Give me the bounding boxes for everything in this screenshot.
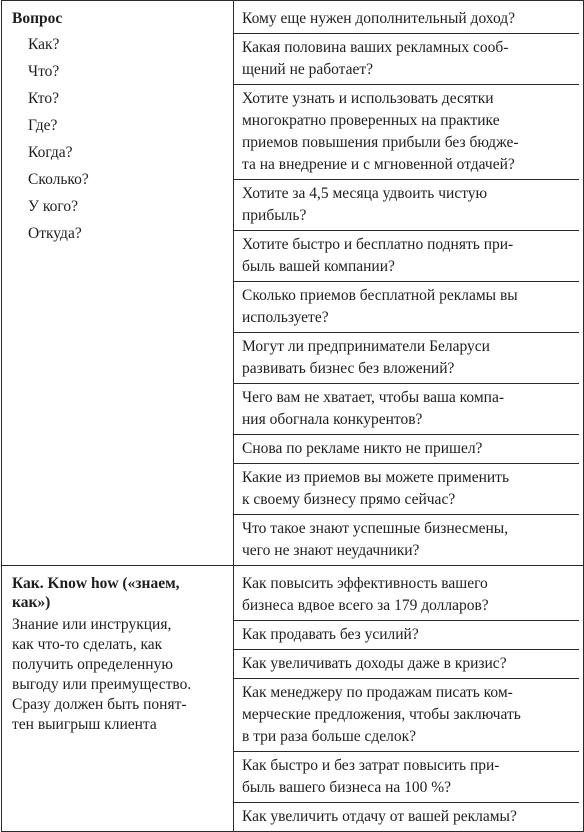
example-text-line: чего не знают неудачники? [242,542,420,559]
description-line: тен выигрыш клиента [12,716,157,733]
how-example [234,752,579,803]
description-line: Знание или инструкция, [12,616,172,633]
example-text-line: Хотите быстро и бесплатно поднять при- [242,236,514,253]
how-type-cell [2,566,234,832]
example-text-line: используете? [242,309,329,326]
example-text-line: быль вашего бизнеса на 100 %? [242,779,452,796]
example-text-line: многократно проверенных на практике [242,112,500,129]
question-example [234,231,579,282]
question-example [234,435,579,464]
how-description [12,615,224,735]
question-type-cell [2,1,234,566]
question-example [234,180,579,231]
question-example [234,464,579,515]
example-text-line: мерческие предложения, чтобы заключать [242,706,521,723]
example-text-line: Как увеличивать доходы даже в кризис? [242,655,507,672]
headline-types-table [1,0,584,832]
question-word: Что? [28,63,60,80]
example-text-line: Чего вам не хватает, чтобы ваша компа- [242,389,505,406]
description-line: получить определенную [12,656,173,673]
question-example [234,85,579,180]
example-text-line: приемов повышения прибыли без бюдже- [242,134,519,151]
example-text-line: Сколько приемов бесплатной рекламы вы [242,287,518,304]
how-heading [12,574,224,612]
question-word: У кого? [28,198,78,215]
question-example [234,333,579,384]
question-example [234,282,579,333]
how-examples-cell [234,566,584,832]
question-word: Как? [28,36,60,53]
description-line: выгоду или преимущество. [12,676,192,693]
question-example [234,34,579,85]
example-text-line: Снова по рекламе никто не пришел? [242,440,483,457]
description-line: Сразу должен быть понят- [12,696,187,713]
how-heading-line: как») [12,594,51,611]
how-examples-list [234,570,579,831]
question-heading: Вопрос [12,10,63,27]
example-text-line: бизнеса вдвое всего за 179 долларов? [242,597,489,614]
example-text-line: Как быстро и без затрат повысить при- [242,757,500,774]
question-word: Когда? [28,144,73,161]
question-examples-cell [234,1,584,566]
example-text-line: Хотите за 4,5 месяца удвоить чистую [242,185,488,202]
how-heading-line: Как. Know how («знаем, [12,575,180,592]
table-row-question [2,1,584,566]
example-text-line: та на внедрение и с мгновенной отдачей? [242,156,515,173]
how-example [234,570,579,621]
question-example [234,515,579,565]
example-text-line: к своему бизнесу прямо сейчас? [242,491,456,508]
question-word: Откуда? [28,225,82,242]
example-text-line: Могут ли предприниматели Беларуси [242,338,490,355]
question-example [234,384,579,435]
table-row-how [2,566,584,832]
example-text-line: Какие из приемов вы можете применить [242,469,510,486]
example-text-line: щений не работает? [242,61,374,78]
how-example [234,803,579,831]
example-text-line: Как повысить эффективность вашего [242,575,488,592]
example-text-line: Кому еще нужен дополнительный доход? [242,10,516,27]
how-example [234,679,579,752]
example-text-line: прибыль? [242,207,307,224]
how-example [234,621,579,650]
question-example [234,5,579,34]
question-words-list [12,31,224,247]
question-word: Кто? [28,90,59,107]
example-text-line: Какая половина ваших рекламных сооб- [242,39,509,56]
example-text-line: Что такое знают успешные бизнесмены, [242,520,509,537]
how-example [234,650,579,679]
example-text-line: развивать бизнес без вложений? [242,360,455,377]
example-text-line: Как увеличить отдачу от вашей рекламы? [242,808,517,825]
example-text-line: быль вашей компании? [242,258,395,275]
example-text-line: в три раза больше сделок? [242,728,417,745]
example-text-line: Как продавать без усилий? [242,626,419,643]
example-text-line: Хотите узнать и использовать десятки [242,90,494,107]
question-word: Где? [28,117,58,134]
question-word: Сколько? [28,171,89,188]
example-text-line: Как менеджеру по продажам писать ком- [242,684,513,701]
question-examples-list [234,5,579,565]
description-line: как что-то сделать, как [12,636,163,653]
example-text-line: ния обогнала конкурентов? [242,411,423,428]
